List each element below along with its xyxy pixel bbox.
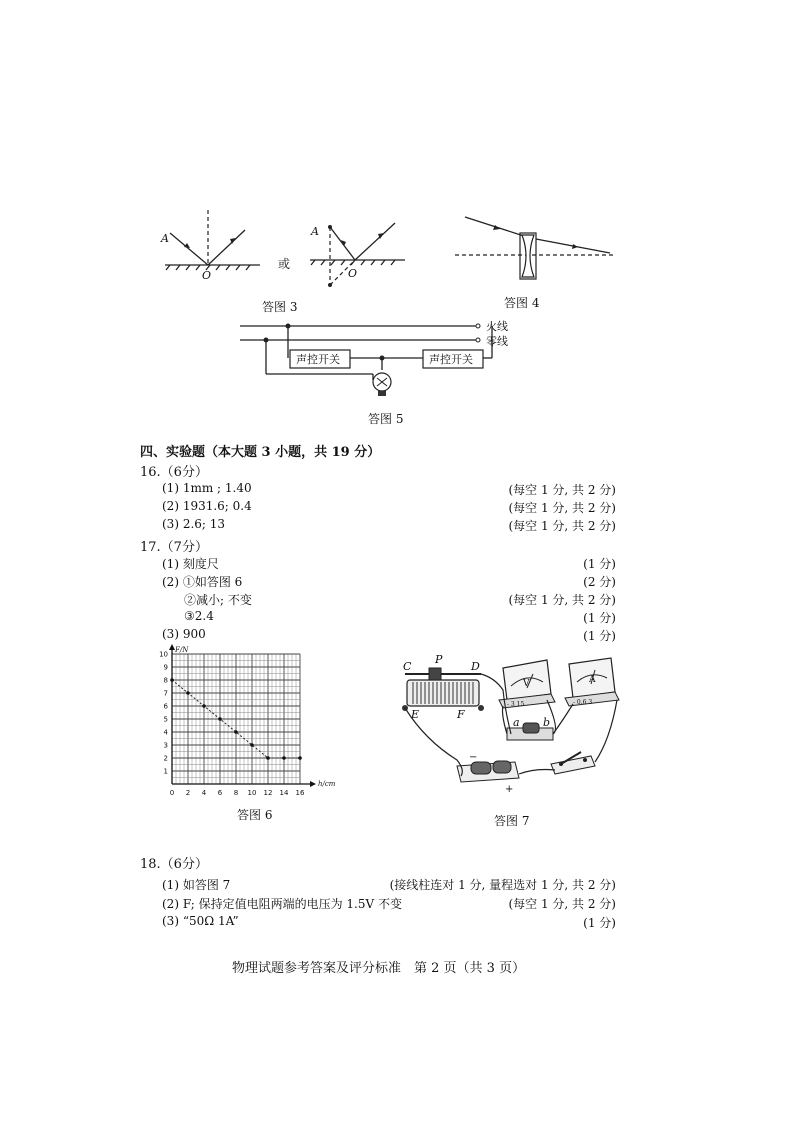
fire-wire-label: 火线 — [486, 320, 508, 333]
q18-answer-1: (1) 如答图 7 — [162, 878, 231, 892]
y-tick-label: 4 — [163, 728, 168, 737]
label-b: b — [543, 716, 551, 729]
switch-2-label: 声控开关 — [429, 353, 473, 366]
battery-minus: − — [469, 752, 478, 763]
data-point — [218, 717, 222, 721]
caption-fig6: 答图 6 — [237, 808, 273, 822]
data-point — [298, 756, 302, 760]
q17-answer-4: ③2.4 — [184, 609, 214, 623]
label-F: F — [457, 708, 465, 721]
y-tick-label: 3 — [163, 741, 168, 750]
figure-7-apparatus — [395, 650, 635, 800]
q16-score-3: (每空 1 分, 共 2 分) — [508, 519, 616, 533]
q16-answer-3: (3) 2.6; 13 — [162, 517, 226, 531]
figure-4 — [450, 205, 620, 290]
x-axis-label: h/cm — [318, 780, 336, 788]
q18-score-1: (接线柱连对 1 分, 量程选对 1 分, 共 2 分) — [389, 878, 616, 892]
caption-fig3: 答图 3 — [262, 300, 298, 314]
y-tick-label: 2 — [163, 754, 168, 763]
x-tick-label: 14 — [279, 789, 289, 797]
label-O: O — [348, 267, 358, 280]
q17-score-5: (1 分) — [583, 629, 616, 643]
label-E: E — [411, 708, 420, 721]
incident-ray — [170, 233, 208, 265]
y-tick-label: 6 — [163, 702, 168, 711]
data-point — [170, 678, 174, 682]
rheostat — [402, 668, 484, 711]
or-text: 或 — [278, 257, 291, 271]
caption-fig7: 答图 7 — [494, 814, 530, 828]
caption-fig5: 答图 5 — [368, 412, 404, 426]
arrow-icon — [572, 244, 578, 249]
q16-answer-1: (1) 1mm ; 1.40 — [162, 481, 252, 495]
q16-answer-2: (2) 1931.6; 0.4 — [162, 499, 252, 513]
battery-pack — [457, 761, 519, 782]
label-D: D — [471, 660, 480, 673]
q17-answer-5: (3) 900 — [162, 627, 206, 641]
q17-answer-3: ②减小; 不变 — [184, 593, 252, 607]
ammeter-terminals: - 0.6 3 — [573, 699, 593, 706]
caption-fig4: 答图 4 — [504, 296, 540, 310]
q18-score-3: (1 分) — [583, 916, 616, 930]
y-tick-label: 8 — [163, 676, 168, 685]
reflected-ray — [208, 230, 245, 265]
x-tick-label: 8 — [233, 789, 239, 797]
page-footer: 物理试题参考答案及评分标准 第 2 页（共 3 页） — [232, 961, 526, 976]
x-tick-label: 4 — [201, 789, 207, 797]
voltmeter — [499, 660, 555, 708]
q16-header: 16.（6分） — [140, 465, 208, 480]
data-point — [282, 756, 286, 760]
figure-6-graph — [150, 642, 340, 802]
battery-plus: + — [505, 784, 514, 795]
q18-answer-2: (2) F; 保持定值电阻两端的电压为 1.5V 不变 — [162, 897, 402, 911]
q18-header: 18.（6分） — [140, 857, 208, 872]
data-point — [186, 691, 190, 695]
figure-3 — [150, 205, 420, 290]
q18-score-2: (每空 1 分, 共 2 分) — [508, 897, 616, 911]
reflected-ray — [355, 223, 395, 260]
y-tick-label: 9 — [163, 663, 168, 672]
label-A: A — [161, 232, 169, 245]
q17-score-1: (1 分) — [583, 557, 616, 571]
x-tick-label: 12 — [263, 789, 273, 797]
label-C: C — [403, 660, 412, 673]
concave-lens — [522, 235, 534, 277]
y-tick-label: 1 — [163, 767, 168, 776]
switch-1-label: 声控开关 — [296, 353, 340, 366]
y-axis-label: F/N — [175, 646, 189, 654]
neutral-wire-label: 零线 — [486, 335, 508, 348]
slider-P — [429, 668, 441, 680]
section-title: 四、实验题（本大题 3 小题，共 19 分） — [140, 445, 381, 460]
data-point — [266, 756, 270, 760]
y-tick-label: 10 — [159, 650, 168, 659]
x-tick-label: 2 — [185, 789, 191, 797]
x-tick-label: 6 — [217, 789, 223, 797]
label-A: A — [311, 225, 319, 238]
q17-score-2: (2 分) — [583, 575, 616, 589]
data-point — [202, 704, 206, 708]
label-O: O — [202, 269, 212, 282]
x-tick-label: 16 — [295, 789, 305, 797]
voltmeter-letter: V — [523, 679, 530, 689]
q17-score-4: (1 分) — [583, 611, 616, 625]
voltmeter-terminals: - 3 15 — [507, 701, 525, 708]
y-tick-label: 7 — [163, 689, 168, 698]
q17-answer-2: (2) ①如答图 6 — [162, 575, 243, 589]
ammeter-letter: A — [589, 675, 596, 685]
y-tick-label: 5 — [163, 715, 168, 724]
incident-ray — [330, 227, 355, 260]
q16-score-2: (每空 1 分, 共 2 分) — [508, 501, 616, 515]
x-axis-arrow-icon — [310, 781, 316, 787]
x-tick-label: 10 — [247, 789, 257, 797]
ammeter — [565, 658, 619, 706]
x-tick-label: 0 — [169, 789, 175, 797]
knife-switch — [551, 752, 595, 774]
label-P: P — [435, 653, 443, 666]
q18-answer-3: (3) “50Ω 1A” — [162, 914, 239, 928]
data-point — [234, 730, 238, 734]
mirror-hatch — [311, 260, 395, 265]
data-point — [250, 743, 254, 747]
q17-score-3: (每空 1 分, 共 2 分) — [508, 593, 616, 607]
q17-header: 17.（7分） — [140, 540, 208, 555]
label-a: a — [513, 716, 520, 729]
q17-answer-1: (1) 刻度尺 — [162, 557, 219, 571]
figure-5-circuit — [230, 318, 530, 403]
q16-score-1: (每空 1 分, 共 2 分) — [508, 483, 616, 497]
